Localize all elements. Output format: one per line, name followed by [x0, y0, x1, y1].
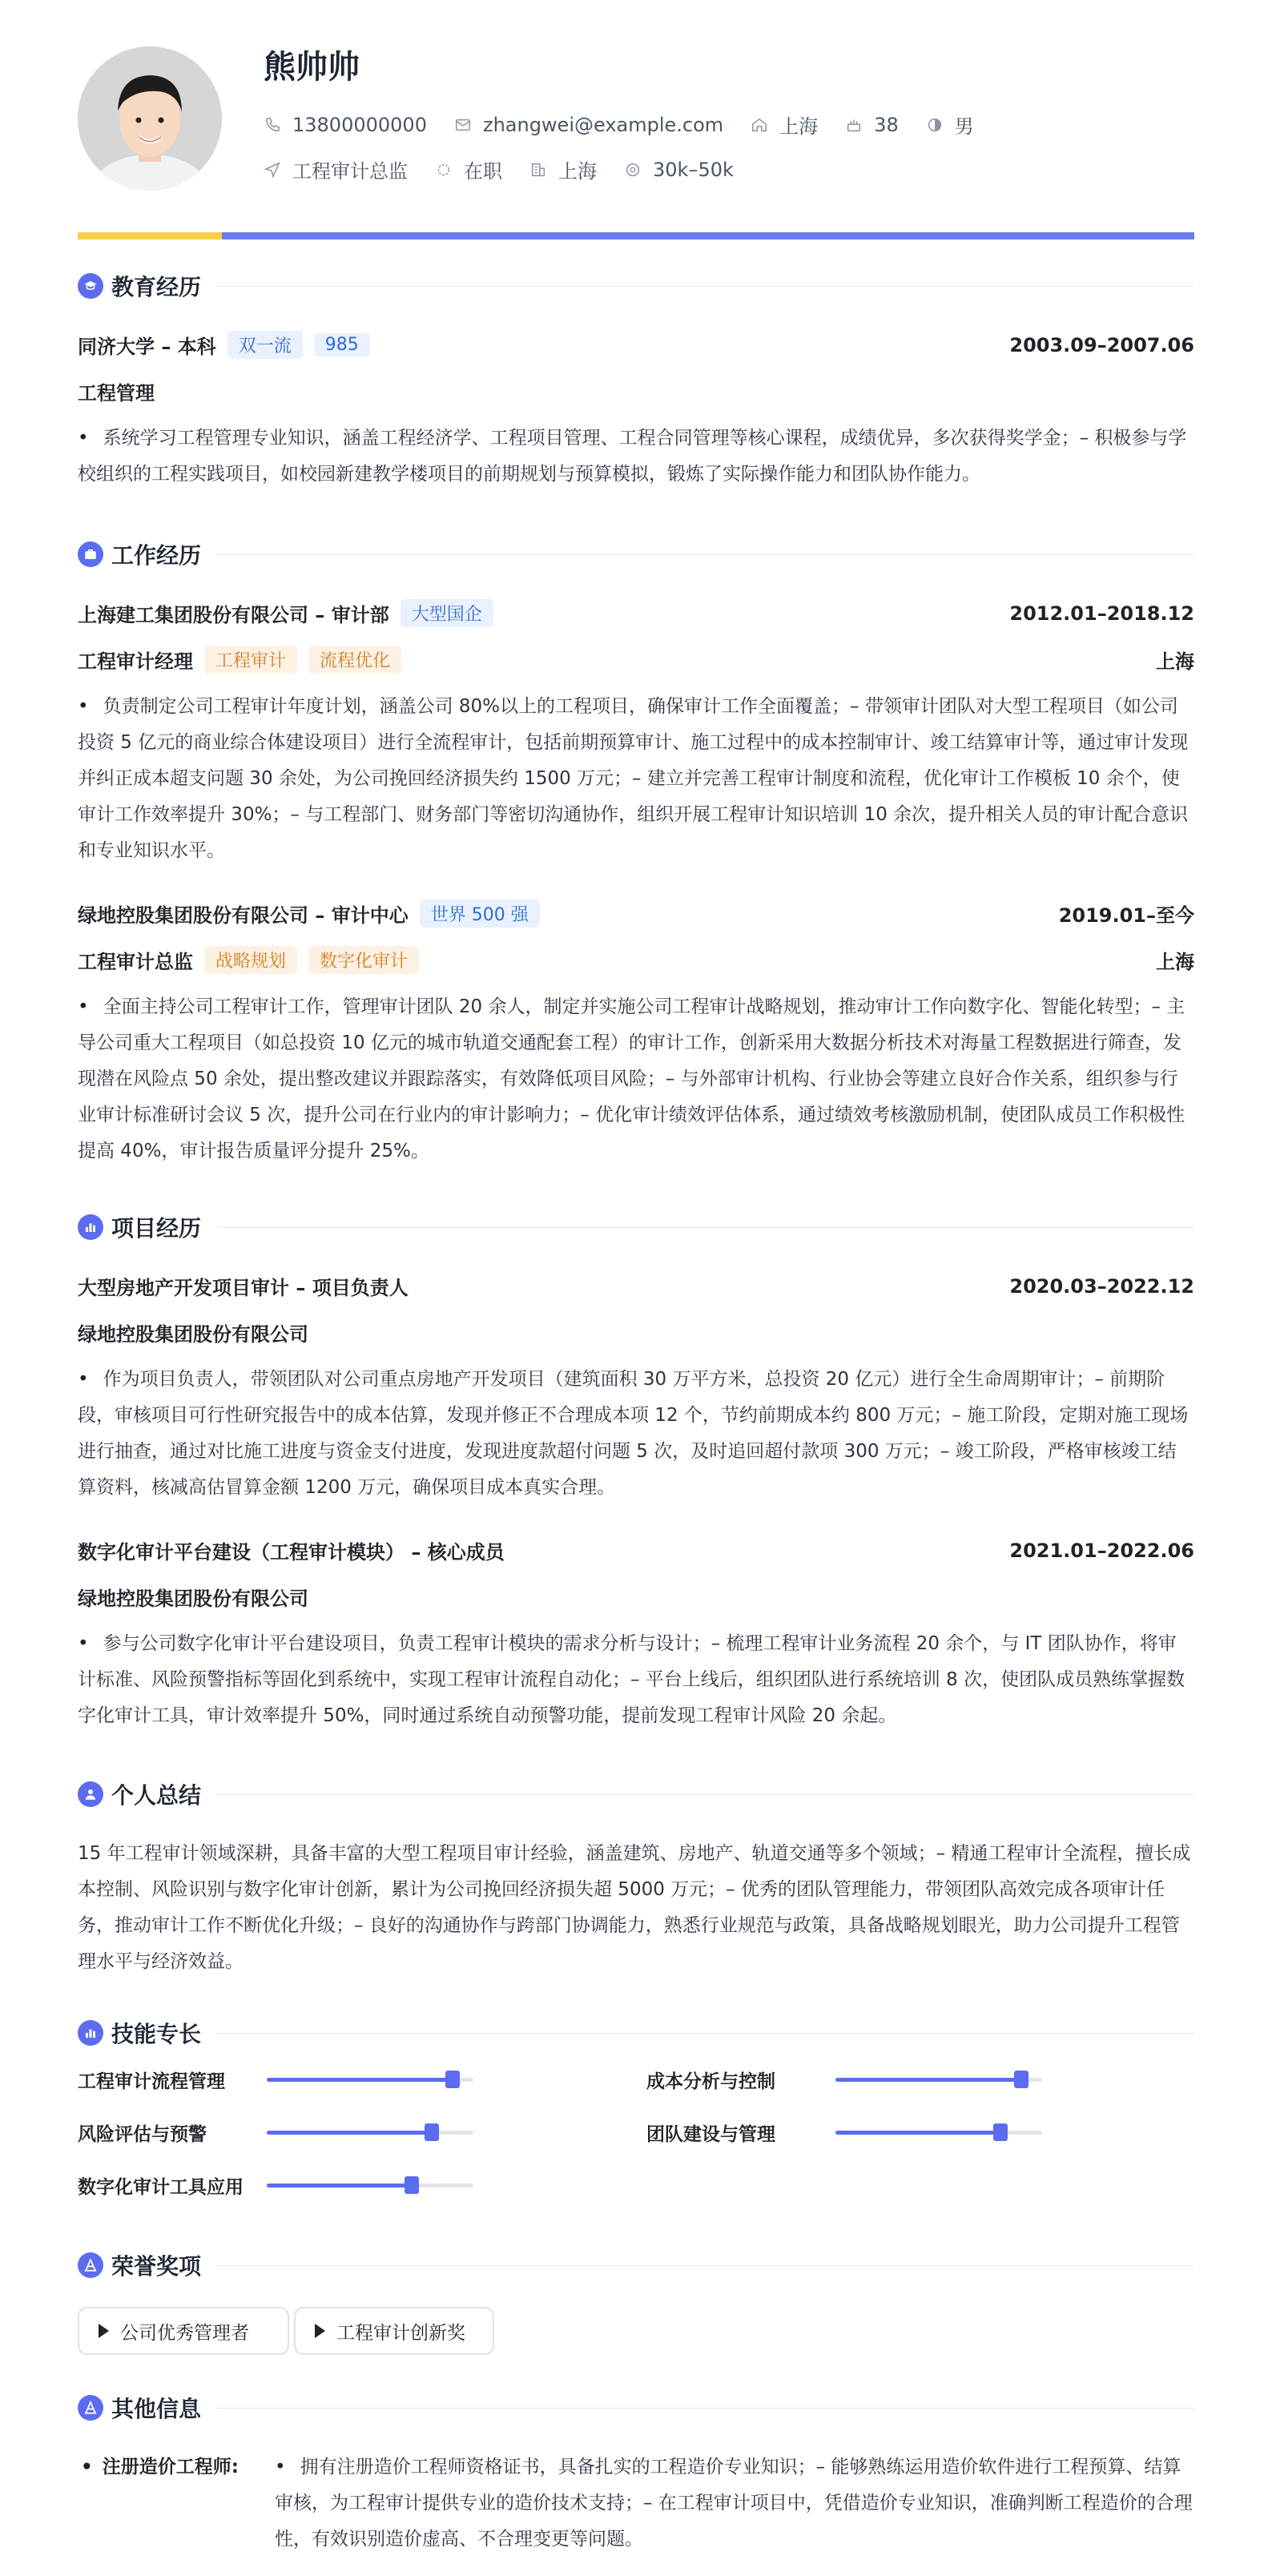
- award-icon: [78, 2252, 103, 2278]
- contact-row: [264, 111, 1001, 139]
- project-name: 数字化审计平台建设（工程审计模块） – 核心成员: [78, 1541, 505, 1564]
- briefcase-icon: [78, 541, 103, 567]
- skills-icon: [78, 2020, 103, 2046]
- other-label: • 注册造价工程师:: [78, 2449, 239, 2485]
- section-title: 个人总结: [111, 1782, 202, 1809]
- target-city-text: 上海: [558, 160, 597, 183]
- section-header: [78, 2392, 1194, 2424]
- job-location: 上海: [1156, 650, 1194, 673]
- education-date: 2003.09–2007.06: [1009, 333, 1194, 356]
- job-role-row: [78, 646, 1194, 674]
- skill-level-knob: [405, 2176, 419, 2194]
- skill-level-bar: [267, 2184, 473, 2188]
- section-title: 项目经历: [111, 1215, 202, 1242]
- status-item: [435, 155, 502, 183]
- skill-level-fill: [835, 2078, 1021, 2082]
- skill-level-knob: [445, 2071, 460, 2088]
- phone-item: [264, 114, 427, 136]
- skill-item: [646, 2067, 1042, 2093]
- skill-item: [78, 2067, 473, 2093]
- skill-level-bar: [835, 2078, 1042, 2082]
- job-date: 2019.01–至今: [1058, 904, 1194, 927]
- project-header: [78, 1536, 1194, 1564]
- skill-level-knob: [993, 2123, 1008, 2141]
- award-label: 公司优秀管理者: [120, 2322, 249, 2344]
- school-tag: 985: [314, 333, 370, 356]
- gender-text: 男: [954, 115, 974, 138]
- company-tag: 大型国企: [401, 599, 493, 627]
- summary-text: 15 年工程审计领域深耕，具备丰富的大型工程项目审计经验，涵盖建筑、房地产、轨道交通等多个领域；– 精通工程审计全流程，擅长成本控制、风险识别与数字化审计创新，累计为公司挽回经济损失超 5000 万元；– 优秀的团队管理能力，带领团队高效完成各项审计任务，推动审计工作不断优化升级；– 良好的沟通协作与跨部门协调能力，熟悉行业规范与政策，具备战略规划眼光，助力公司提升工程管理水平与经济效益。: [78, 1843, 1191, 1972]
- gender-item: [926, 111, 974, 139]
- role-tag: 流程优化: [308, 646, 401, 674]
- header-divider: [78, 232, 1194, 239]
- award-badge: [78, 2307, 289, 2355]
- major-row: [78, 377, 1194, 405]
- building-icon: [529, 161, 547, 179]
- section-header: [78, 270, 1194, 302]
- job-description: • 负责制定公司工程审计年度计划，涵盖公司 80%以上的工程项目，确保审计工作全面覆盖；– 带领审计团队对大型工程项目（如公司投资 5 亿元的商业综合体建设项目）进行全流程审计，包括前期预算审计、施工过程中的成本控制审计、竣工结算审计等，通过审计发现并纠正成本超支问题 30 余处，为公司挽回经济损失约 1500 万元；– 建立并完善工程审计制度和流程，优化审计工作模板 10 余个，使审计工作效率提升 30%；– 与工程部门、财务部门等密切沟通协作，组织开展工程审计知识培训 10 余次，提升相关人员的审计配合意识和专业知识水平。: [78, 689, 1194, 869]
- job-header: [78, 599, 1194, 627]
- education-section: [78, 270, 1194, 302]
- section-header: [78, 1211, 1194, 1243]
- other-icon: [78, 2395, 103, 2421]
- skill-level-knob: [425, 2123, 439, 2141]
- project-org-row: [78, 1318, 1194, 1346]
- send-icon: [264, 161, 281, 179]
- age-text: 38: [874, 113, 899, 136]
- skill-level-bar: [267, 2078, 473, 2082]
- section-title: 工作经历: [111, 542, 202, 569]
- major: 工程管理: [78, 382, 155, 405]
- skill-item: [78, 2119, 473, 2146]
- award-badge: [294, 2307, 494, 2355]
- other-section: [78, 2392, 1194, 2424]
- job-description: • 全面主持公司工程审计工作，管理审计团队 20 余人，制定并实施公司工程审计战略规划，推动审计工作向数字化、智能化转型；– 主导公司重大工程项目（如总投资 10 亿元的城市轨道交通配套工程）的审计工作，创新采用大数据分析技术对海量工程数据进行筛查，发现潜在风险点 50 余处，提出整改建议并跟踪落实，有效降低项目风险；– 与外部审计机构、行业协会等建立良好合作关系，组织参与行业审计标准研讨会议 5 次，提升公司在行业内的审计影响力；– 优化审计绩效评估体系，通过绩效考核激励机制，使团队成员工作积极性提高 40%，审计报告质量评分提升 25%。: [78, 989, 1194, 1169]
- skill-name: 数字化审计工具应用: [78, 2177, 244, 2198]
- skill-level-fill: [267, 2131, 432, 2135]
- user-icon: [78, 1781, 103, 1807]
- section-title: 技能专长: [111, 2021, 202, 2047]
- project-name: 大型房地产开发项目审计 – 项目负责人: [78, 1277, 409, 1299]
- skill-level-knob: [1014, 2071, 1028, 2088]
- company-name: 绿地控股集团股份有限公司 – 审计中心: [78, 904, 409, 927]
- company-tag: 世界 500 强: [420, 900, 540, 928]
- cake-icon: [845, 116, 863, 134]
- salary-item: [624, 159, 734, 181]
- role-tag: 工程审计: [204, 646, 297, 674]
- city-item: [751, 111, 818, 139]
- age-item: [845, 114, 899, 136]
- email-text: zhangwei@example.com: [482, 113, 724, 136]
- email-item: [454, 114, 723, 136]
- company-name: 上海建工集团股份有限公司 – 审计部: [78, 604, 389, 626]
- school-name: 同济大学 – 本科: [78, 336, 216, 358]
- section-title: 其他信息: [111, 2396, 202, 2422]
- resume-content: [78, 0, 1194, 2550]
- job-role: 工程审计总监: [78, 951, 193, 973]
- project-org: 绿地控股集团股份有限公司: [78, 1323, 308, 1346]
- skill-name: 工程审计流程管理: [78, 2071, 225, 2092]
- skill-item: [78, 2172, 473, 2199]
- skill-name: 风险评估与预警: [78, 2124, 207, 2145]
- work-section: [78, 538, 1194, 570]
- play-icon: [315, 2324, 325, 2338]
- other-description: • 拥有注册造价工程师资格证书，具备扎实的工程造价专业知识；– 能够熟练运用造价软件进行工程预算、结算审核，为工程审计提供专业的造价技术支持；– 在工程审计项目中，凭借造价专业知识，准确判断工程造价的合理性，有效识别造价虚高、不合理变更等问题。: [275, 2449, 1194, 2558]
- phone-icon: [264, 116, 281, 134]
- award-label: 工程审计创新奖: [336, 2322, 465, 2344]
- education-row: [78, 331, 1194, 359]
- status-text: 在职: [464, 160, 502, 183]
- skill-item: [646, 2119, 1042, 2146]
- coin-icon: [624, 161, 642, 179]
- skill-level-fill: [267, 2078, 453, 2082]
- job-location: 上海: [1156, 951, 1194, 973]
- profile-name: 熊帅帅: [264, 49, 360, 86]
- job-role-row: [78, 946, 1194, 974]
- section-title: 教育经历: [111, 274, 202, 300]
- position-item: [264, 155, 408, 183]
- career-row: [264, 155, 761, 183]
- education-description: • 系统学习工程管理专业知识，涵盖工程经济学、工程项目管理、工程合同管理等核心课程，成绩优异，多次获得奖学金；– 积极参与学校组织的工程实践项目，如校园新建教学楼项目的前期规划与预算模拟，锻炼了实际操作能力和团队协作能力。: [78, 421, 1194, 493]
- role-tag: 战略规划: [204, 946, 297, 974]
- school-tag: 双一流: [227, 331, 303, 359]
- skill-level-fill: [267, 2184, 412, 2188]
- project-description: • 参与公司数字化审计平台建设项目，负责工程审计模块的需求分析与设计；– 梳理工程审计业务流程 20 余个，与 IT 团队协作，将审计标准、风险预警指标等固化到系统中，实现工程审计流程自动化；– 平台上线后，组织团队进行系统培训 8 次，使团队成员熟练掌握数字化审计工具，审计效率提升 50%，同时通过系统自动预警功能，提前发现工程审计风险 20 余起。: [78, 1626, 1194, 1734]
- awards-section: [78, 2249, 1194, 2281]
- salary-text: 30k–50k: [653, 158, 734, 181]
- city-text: 上海: [779, 115, 819, 138]
- section-header: [78, 538, 1194, 570]
- section-header: [78, 2017, 1194, 2049]
- status-icon: [435, 161, 453, 179]
- profile-header: [78, 0, 1194, 240]
- section-header: [78, 2249, 1194, 2281]
- position-text: 工程审计总监: [292, 160, 408, 183]
- target-city-item: [529, 155, 597, 183]
- mail-icon: [454, 116, 472, 134]
- play-icon: [99, 2324, 109, 2338]
- job-role: 工程审计经理: [78, 650, 193, 673]
- home-icon: [751, 116, 768, 134]
- job-date: 2012.01–2018.12: [1009, 602, 1194, 625]
- phone-text: 13800000000: [292, 113, 427, 136]
- skill-level-bar: [835, 2131, 1042, 2135]
- skill-level-bar: [267, 2131, 473, 2135]
- project-header: [78, 1272, 1194, 1300]
- project-date: 2021.01–2022.06: [1009, 1539, 1194, 1562]
- avatar: [78, 46, 222, 191]
- project-org-row: [78, 1583, 1194, 1611]
- job-header: [78, 900, 1194, 928]
- project-date: 2020.03–2022.12: [1009, 1274, 1194, 1298]
- education-icon: [78, 273, 103, 299]
- section-title: 荣誉奖项: [111, 2253, 202, 2280]
- gender-icon: [926, 116, 944, 134]
- project-description: • 作为项目负责人，带领团队对公司重点房地产开发项目（建筑面积 30 万平方米，总投资 20 亿元）进行全生命周期审计；– 前期阶段，审核项目可行性研究报告中的成本估算，发现并修正不合理成本项 12 个，节约前期成本约 800 万元；– 施工阶段，定期对施工现场进行抽查，通过对比施工进度与资金支付进度，发现进度款超付问题 5 次，及时追回超付款项 300 万元；– 竣工阶段，严格审核竣工结算资料，核减高估冒算金额 1200 万元，确保项目成本真实合理。: [78, 1362, 1194, 1506]
- section-header: [78, 1778, 1194, 1810]
- chart-icon: [78, 1214, 103, 1240]
- summary-section: [78, 1778, 1194, 1810]
- role-tag: 数字化审计: [308, 946, 419, 974]
- skill-name: 成本分析与控制: [646, 2071, 775, 2092]
- skill-level-fill: [835, 2131, 1000, 2135]
- projects-section: [78, 1211, 1194, 1243]
- skills-section: [78, 2017, 1194, 2049]
- project-org: 绿地控股集团股份有限公司: [78, 1588, 308, 1610]
- skill-name: 团队建设与管理: [646, 2124, 775, 2145]
